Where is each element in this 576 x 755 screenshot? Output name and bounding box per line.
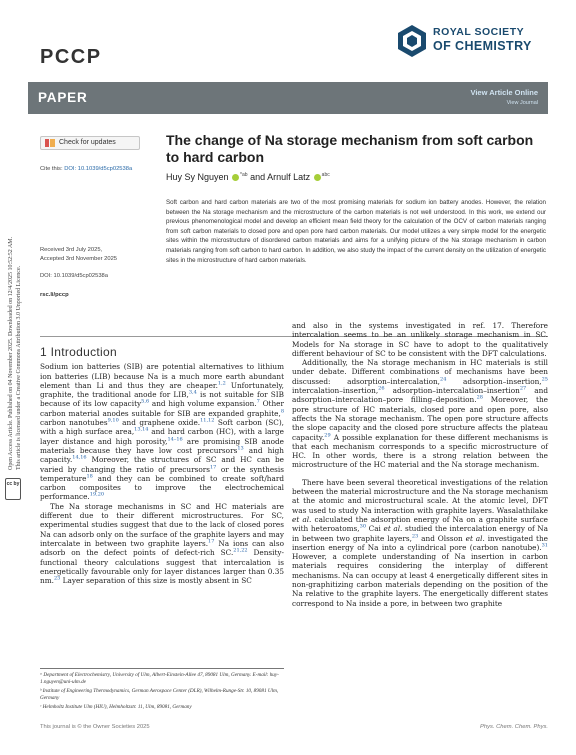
accepted-date: Accepted 3rd November 2025 bbox=[40, 256, 118, 262]
cite-label: Cite this: bbox=[40, 166, 63, 172]
text-run: Density-functional theory calculations suggest that intercalation is energetically favourable only for layer distances larger than 0.35 nm. bbox=[40, 548, 284, 586]
footnote-divider bbox=[40, 668, 284, 669]
citation-ref[interactable]: 13,14 bbox=[134, 426, 149, 433]
view-journal-link[interactable]: View Journal bbox=[506, 100, 538, 106]
publisher-logo[interactable] bbox=[397, 22, 547, 62]
text-run: investigated the insertion energy of Na into a cylindrical pore (carbon nanotube). bbox=[292, 533, 548, 552]
text-run: Additionally, the Na storage mechanism in HC materials is still under debate. Different combinations of mechanisms have been discussed: adsorption–intercalation, bbox=[292, 358, 548, 386]
citation-ref[interactable]: 18 bbox=[86, 473, 93, 480]
text-run: and Olsson bbox=[418, 533, 466, 543]
footer-copyright: This journal is © the Owner Societies 2025 bbox=[40, 724, 150, 730]
check-for-updates-label: Check for updates bbox=[59, 139, 116, 146]
et-al: et al. bbox=[383, 524, 403, 534]
footer-journal: Phys. Chem. Chem. Phys. bbox=[480, 724, 548, 730]
article-doi[interactable]: DOI: 10.1039/d5cp02538a bbox=[40, 273, 109, 279]
citation-ref[interactable]: 14–16 bbox=[167, 436, 183, 443]
text-run: intercalation–insertion, bbox=[292, 386, 379, 396]
citation-ref[interactable]: 23 bbox=[411, 533, 419, 540]
text-run: calculated the adsorption energy of Na on a graphite surface with heteroatoms, bbox=[292, 514, 548, 534]
section-heading: 1 Introduction bbox=[40, 345, 117, 359]
publisher-name-line2: OF CHEMISTRY bbox=[433, 39, 532, 53]
text-run: adsorption–insertion, bbox=[446, 376, 542, 386]
body-paragraph bbox=[40, 362, 284, 501]
journal-name: PCCP bbox=[40, 46, 102, 68]
text-run: studied the intercalation energy of Na in between two graphite layers, bbox=[292, 524, 549, 543]
citation-ref[interactable]: 25 bbox=[541, 376, 548, 383]
citation-ref[interactable]: 30 bbox=[359, 523, 367, 530]
text-run: and graphene oxide. bbox=[118, 418, 201, 428]
view-article-online-link[interactable]: View Article Online bbox=[470, 88, 538, 97]
check-for-updates-button[interactable] bbox=[40, 136, 140, 150]
body-paragraph bbox=[40, 502, 284, 586]
body-column-left bbox=[40, 345, 284, 586]
text-run: or the synthesis temperature bbox=[40, 464, 284, 483]
citation-ref[interactable]: 17 bbox=[208, 538, 215, 545]
affiliation-a: ᵃ Department of Electrochemistry, University of Ulm, Albert-Einstein-Allee 47, 89081 Ulm, Germany. E-mail: huy-1.nguyen@uni-ulm.de bbox=[40, 672, 279, 686]
citation-ref[interactable]: 1,2 bbox=[217, 380, 226, 387]
cc-license-icon[interactable]: cc by bbox=[5, 478, 21, 500]
affiliation-b: ᵇ Institute of Engineering Thermodynamics, German Aerospace Center (DLR), Wilhelm-Runge-Str. 10, 89081 Ulm, Germany bbox=[40, 688, 279, 702]
citation-ref[interactable]: 11,12 bbox=[200, 417, 215, 424]
body-paragraph bbox=[292, 358, 548, 470]
citation-ref[interactable]: 5,6 bbox=[141, 399, 150, 406]
text-run: There have been several theoretical investigations of the relation between the material microstructure and the Na storage mechanism at the atomic and microstructural scale. At the atomic level, DFT was used to study Na interaction with graphite layers. Wasalathilake bbox=[292, 477, 548, 515]
text-run: and also in the systems investigated in ref. 17. Therefore intercalation seems to be an unlikely storage mechanism in SC. Models for Na storage in SC have to adopt to the qualitatively different behaviour of SC to be consistent with the DFT calculations. bbox=[292, 321, 548, 358]
orcid-icon[interactable] bbox=[314, 174, 321, 181]
affiliation-c: ᶜ Helmholtz Institute Ulm (HIU), Helmholtzstr. 11, Ulm, 89081, Germany bbox=[40, 704, 192, 711]
text-run: Soft carbon (SC), with a high surface area, bbox=[40, 418, 284, 437]
text-run: Na ions can also adsorb on the defect points of defect-rich SC. bbox=[40, 538, 284, 558]
body-paragraph bbox=[292, 321, 548, 358]
text-run: Layer separation of this size is mostly absent in SC bbox=[60, 576, 252, 586]
citation-ref[interactable]: 26 bbox=[378, 385, 385, 392]
updates-icon bbox=[45, 139, 55, 147]
citation-ref[interactable]: 31 bbox=[541, 542, 548, 549]
text-run: is not suitable for SIB because of its low capacity bbox=[40, 390, 284, 409]
text-run: and adsorption–intercalation–pore filling–deposition. bbox=[292, 386, 548, 405]
citation-ref[interactable]: 19,20 bbox=[89, 492, 105, 499]
article-type: PAPER bbox=[38, 90, 88, 105]
author-affiliation-marks: *ab bbox=[240, 172, 248, 178]
publisher-name-line1: ROYAL SOCIETY bbox=[433, 26, 525, 38]
affiliations bbox=[40, 672, 284, 713]
text-run: and high volume expansion. bbox=[149, 399, 257, 409]
article-dates bbox=[40, 246, 117, 300]
cite-doi-link[interactable]: DOI: 10.1039/d5cp02538a bbox=[64, 166, 133, 172]
received-date: Received 3rd July 2025, bbox=[40, 247, 103, 253]
text-run: are promising SIB anode materials because they have low cost precursors bbox=[40, 436, 284, 455]
text-run: carbon nanotubes bbox=[40, 418, 108, 428]
text-run: and they can be combined to create soft/hard carbon composites to improve the electrochemical performance. bbox=[40, 473, 284, 502]
rsc-emblem-icon bbox=[397, 24, 427, 58]
citation-ref[interactable]: 13 bbox=[237, 445, 244, 452]
text-run: Moreover, the pore structure of HC materials, closed pore and open pore, also affects the Na storage mechanism. The open pore structure affects the slope capacity and the closed pore structure affects the plateau capacity. bbox=[292, 395, 548, 442]
author-name[interactable]: Huy Sy Nguyen bbox=[166, 172, 229, 182]
citation-ref[interactable]: 28 bbox=[476, 394, 483, 401]
citation-ref[interactable]: 24 bbox=[440, 376, 447, 383]
citation-ref[interactable]: 8 bbox=[280, 408, 284, 415]
citation-ref[interactable]: 21,22 bbox=[233, 547, 248, 554]
text-run: Other carbon material anodes suitable for SIB are expanded graphite, bbox=[40, 399, 284, 418]
text-run: However, a complete understanding of Na insertion in carbon materials requires considering the interplay of different mechanisms. Na can occupy at least 4 energetically different sites in non-graphitizing carbon materials depending on the position of the Na relative to the graphite layers. The energetically different states correspond to Na inside a pore, in between two graphite bbox=[292, 552, 548, 608]
citation-ref[interactable]: 17 bbox=[209, 464, 217, 471]
text-run: Moreover, the structures of SC and HC can be varied by changing the ratio of precursors bbox=[40, 455, 284, 474]
orcid-icon[interactable] bbox=[232, 174, 239, 181]
open-access-note bbox=[5, 150, 25, 495]
journal-url-link[interactable]: rsc.li/pccp bbox=[40, 292, 69, 298]
cite-line bbox=[40, 166, 132, 172]
text-run: and hard carbon (HC), with a large layer distance and high porosity, bbox=[40, 427, 284, 446]
author-conjunction: and bbox=[250, 172, 266, 182]
open-access-line: Open Access Article. Published on 04 November 2025. Downloaded on 12/4/2025 10:52:52 AM. bbox=[8, 236, 14, 470]
author-affiliation-marks: abc bbox=[321, 172, 330, 178]
article-type-banner bbox=[28, 82, 548, 114]
citation-ref[interactable]: 9,10 bbox=[107, 417, 119, 424]
abstract: Soft carbon and hard carbon materials are two of the most promising materials for sodium ion battery anodes. However, the relation between the Na storage mechanism and the microstructure of the carbon materials is not well understood. In this work, we extend our previous phenomenological model and develop an efficient mean field theory for the calculation of the OCV of carbon materials ranging from soft carbon materials to closed pore and open pore hard carbon materials. Our model utilizes a very simple model for the energetic sites within the microstructure of disordered carbon materials and aims for a unifying picture of the Na storage mechanism in carbon materials ranging from soft carbon to hard carbon. In addition, we also study the impact of the current density on the utilization of energetic sites in the microstructure of hard carbon materials. bbox=[166, 199, 546, 264]
citation-ref[interactable]: 3,4 bbox=[188, 389, 197, 396]
text-run: Unfortunately, graphite, the traditional anode for LIB, bbox=[40, 380, 284, 400]
text-run: The Na storage mechanisms in SC and HC materials are different due to their different microstructures. For SC, experimental studies suggest that due to the lack of closed pores Na can adsorb only on the surface of the graphite layers and may intercalate in between two graphite layers. bbox=[40, 501, 284, 548]
citation-ref[interactable]: 27 bbox=[519, 385, 527, 392]
et-al: et al. bbox=[292, 514, 312, 524]
citation-ref[interactable]: 7 bbox=[256, 399, 260, 406]
author-list bbox=[166, 172, 330, 182]
text-run: Sodium ion batteries (SIB) are potential alternatives to lithium ion batteries (LIB) because Na is a much more earth abundant element than Li and thus they are cheaper. bbox=[40, 362, 284, 390]
text-run: A possible explanation for these different mechanisms is that each mechanism corresponds to a specific microstructure of HC. In other words, there is a strong relation between the microstructure of the HC material and the Na storage mechanism. bbox=[292, 432, 548, 470]
et-al: et al. bbox=[465, 533, 485, 543]
citation-ref[interactable]: 14,16 bbox=[72, 454, 87, 461]
text-run: Cai bbox=[366, 524, 384, 534]
body-column-right bbox=[292, 321, 548, 608]
citation-ref[interactable]: 29 bbox=[324, 432, 331, 439]
text-run: and high capacity. bbox=[40, 445, 284, 465]
article-title: The change of Na storage mechanism from soft carbon to hard carbon bbox=[166, 132, 534, 165]
author-name[interactable]: Arnulf Latz bbox=[267, 172, 311, 182]
licence-line[interactable]: This article is licensed under a Creative Commons Attribution 3.0 Unported Licence. bbox=[16, 265, 22, 470]
text-run: adsorption–intercalation–insertion bbox=[384, 386, 520, 396]
body-paragraph bbox=[292, 478, 548, 608]
citation-ref[interactable]: 23 bbox=[53, 575, 61, 582]
